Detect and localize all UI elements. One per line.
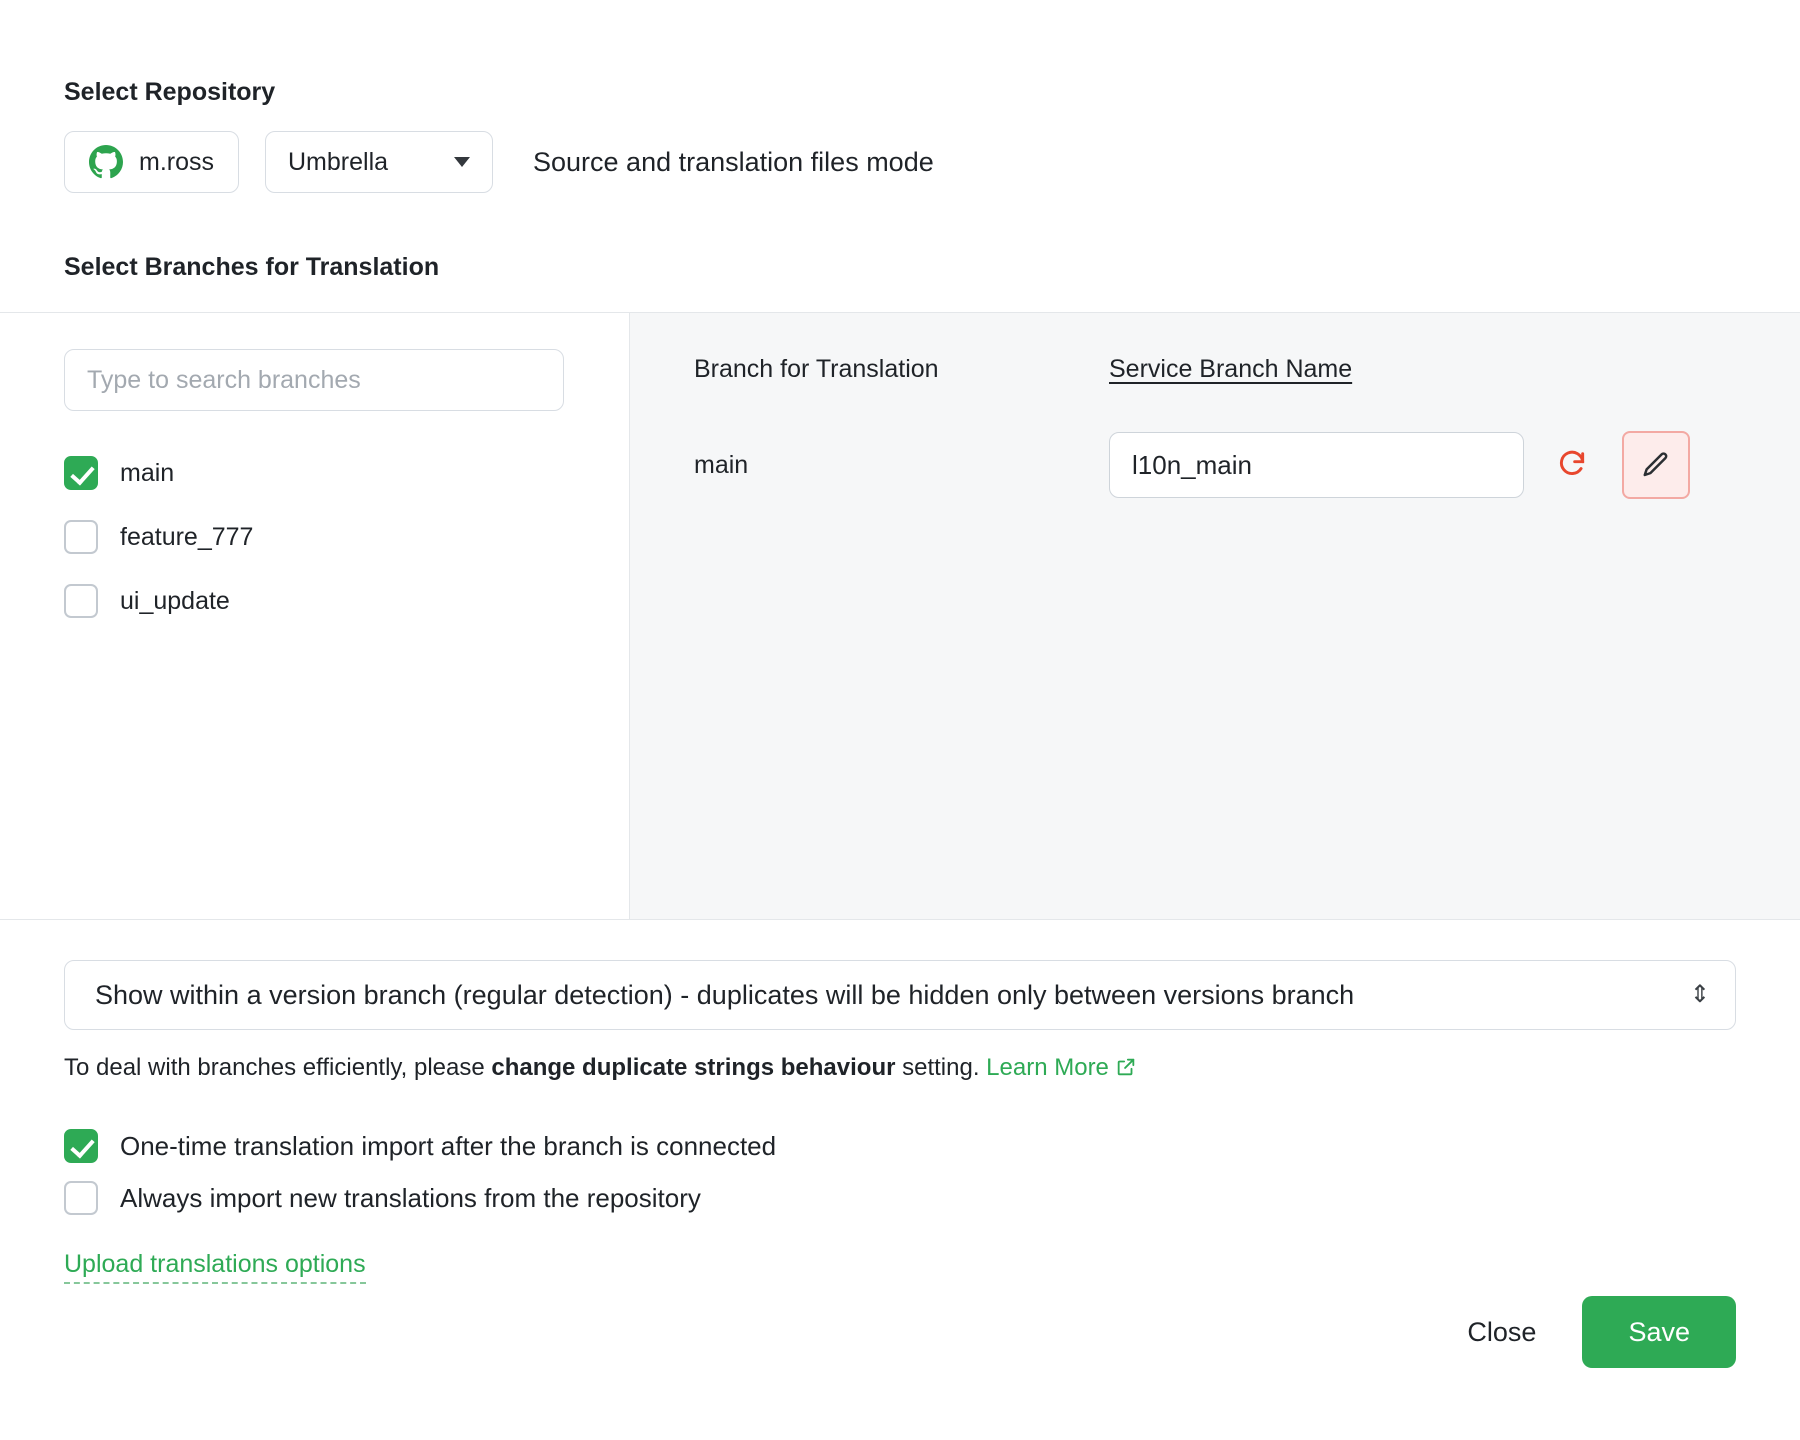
- learn-more-link[interactable]: Learn More: [986, 1054, 1109, 1081]
- github-icon: [89, 145, 123, 179]
- files-mode-text: Source and translation files mode: [533, 146, 934, 177]
- select-repository-label: Select Repository: [64, 78, 276, 106]
- branch-label: main: [120, 458, 175, 487]
- hint-prefix: To deal with branches efficiently, please: [64, 1054, 492, 1081]
- import-options: [64, 1120, 1736, 1224]
- duplicate-behaviour-select[interactable]: Show within a version branch (regular detection) - duplicates will be hidden only between versions branch: [64, 960, 1736, 1030]
- branch-checkbox[interactable]: [64, 584, 98, 618]
- column-header-branch: Branch for Translation: [694, 354, 939, 383]
- select-updown-icon: ⇕: [1689, 981, 1710, 1008]
- hint-suffix: setting.: [895, 1054, 987, 1081]
- option-label: One-time translation import after the branch is connected: [120, 1130, 777, 1161]
- duplicate-hint: [64, 1054, 1736, 1082]
- option-always-import[interactable]: [64, 1172, 1736, 1224]
- branch-label: feature_777: [120, 522, 254, 551]
- upload-translations-options-link[interactable]: Upload translations options: [64, 1250, 366, 1284]
- dialog-footer: [1457, 1296, 1736, 1368]
- project-dropdown[interactable]: [265, 131, 493, 193]
- option-label: Always import new translations from the repository: [120, 1182, 701, 1213]
- branch-list: [64, 441, 565, 633]
- pencil-icon: [1641, 450, 1671, 480]
- save-button[interactable]: Save: [1582, 1296, 1736, 1368]
- branch-item-main[interactable]: [64, 441, 565, 505]
- chevron-down-icon: [454, 157, 470, 167]
- mapping-row: [694, 431, 1800, 499]
- option-checkbox[interactable]: [64, 1129, 98, 1163]
- hint-bold: change duplicate strings behaviour: [491, 1054, 896, 1081]
- duplicate-behaviour-select-wrap: [64, 960, 1736, 1030]
- branch-checkbox[interactable]: [64, 520, 98, 554]
- close-button[interactable]: Close: [1457, 1303, 1546, 1362]
- external-link-icon[interactable]: [1115, 1056, 1137, 1078]
- option-checkbox[interactable]: [64, 1181, 98, 1215]
- branch-item-feature-777[interactable]: [64, 505, 565, 569]
- column-header-service-branch: Service Branch Name: [1109, 354, 1353, 383]
- option-one-time-import[interactable]: [64, 1120, 1736, 1172]
- project-dropdown-value: Umbrella: [288, 147, 389, 176]
- branches-panel: [0, 312, 1800, 920]
- branch-checkbox[interactable]: [64, 456, 98, 490]
- branch-mapping-panel: [630, 313, 1800, 919]
- mapping-branch-name: main: [694, 450, 749, 479]
- branch-label: ui_update: [120, 586, 230, 615]
- edit-service-branch-button[interactable]: [1622, 431, 1690, 499]
- account-name: m.ross: [139, 147, 214, 176]
- repository-row: [64, 131, 1736, 193]
- mapping-column-headers: [694, 349, 1800, 389]
- search-branches-input[interactable]: [64, 349, 564, 411]
- settings-section: [0, 920, 1800, 1284]
- repository-section: [0, 78, 1800, 282]
- select-branches-label: Select Branches for Translation: [64, 253, 440, 281]
- branch-list-panel: [0, 313, 630, 919]
- account-chip[interactable]: [64, 131, 239, 193]
- branch-item-ui-update[interactable]: [64, 569, 565, 633]
- service-branch-name-input[interactable]: [1109, 432, 1524, 498]
- reset-icon[interactable]: [1556, 447, 1588, 484]
